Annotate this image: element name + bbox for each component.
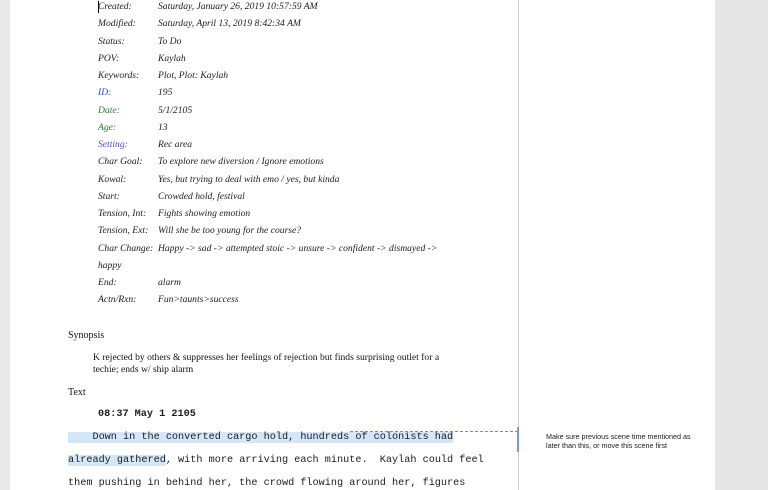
meta-key: Start: [98,191,120,202]
meta-value[interactable]: 195 [158,87,173,98]
comment-margin-pane [519,0,715,490]
meta-value[interactable]: Fun>taunts>success [158,294,239,305]
meta-key: Created: [98,1,132,12]
meta-value[interactable]: Happy -> sad -> attempted stoic -> unsure -> confident -> dismayed -> [158,243,438,254]
meta-value[interactable]: alarm [158,277,181,288]
meta-value[interactable]: Saturday, January 26, 2019 10:57:59 AM [158,1,318,12]
meta-key: Date: [98,105,120,116]
body-text[interactable]: , with more arriving each minute. Kaylah could feel [165,455,484,466]
meta-key: Tension, Int: [98,208,147,219]
synopsis-heading: Synopsis [68,330,105,341]
meta-key: End: [98,277,117,288]
margin-comment[interactable]: Make sure previous scene time mentioned as later than this, or move this scene first [546,432,691,450]
meta-key: Status: [98,36,125,47]
meta-value[interactable]: Kaylah [158,53,186,64]
meta-key: Char Goal: [98,156,143,167]
meta-key: Setting: [98,139,128,150]
meta-value[interactable]: Plot, Plot: Kaylah [158,70,229,81]
meta-value[interactable]: Saturday, April 13, 2019 8:42:34 AM [158,18,301,29]
meta-value[interactable]: To explore new diversion / Ignore emotions [158,156,324,167]
body-line[interactable] [68,455,484,466]
comment-indicator[interactable] [517,427,519,452]
comment-anchor-line [350,431,518,432]
meta-key: Modified: [98,18,136,29]
meta-key: ID: [98,87,112,98]
meta-key: Age: [98,122,117,133]
meta-key: Tension, Ext: [98,225,149,236]
body-line[interactable] [68,432,453,443]
meta-value[interactable]: To Do [158,36,182,47]
meta-value[interactable]: Crowded hold, festival [158,191,245,202]
commented-text[interactable]: Down in the converted cargo hold, hundreds of colonists had [68,432,454,443]
meta-value[interactable]: Rec area [158,139,193,150]
meta-continuation[interactable]: happy [98,260,122,271]
meta-key: POV: [98,53,120,64]
meta-key: Char Change: [98,243,154,254]
commented-text[interactable]: already gathered [68,455,166,466]
meta-value[interactable]: 13 [158,122,168,133]
meta-key: Actn/Rxn: [98,294,137,305]
synopsis-text[interactable]: K rejected by others & suppresses her feelings of rejection but finds surprising outlet for a techie; ends w/ ship alarm [93,352,440,375]
text-heading: Text [68,387,86,398]
meta-value[interactable]: Fights showing emotion [158,208,251,219]
body-line[interactable]: them pushing in behind her, the crowd flowing around her, figures [68,478,466,489]
scene-time[interactable]: 08:37 May 1 2105 [98,409,196,420]
meta-value[interactable]: 5/1/2105 [158,105,193,116]
window-gutter [715,0,768,490]
meta-key: Kowal: [98,174,127,185]
meta-value[interactable]: Yes, but trying to deal with emo / yes, but kinda [158,174,340,185]
meta-key: Keywords: [98,70,140,81]
meta-value[interactable]: Will she be too young for the course? [158,225,302,236]
